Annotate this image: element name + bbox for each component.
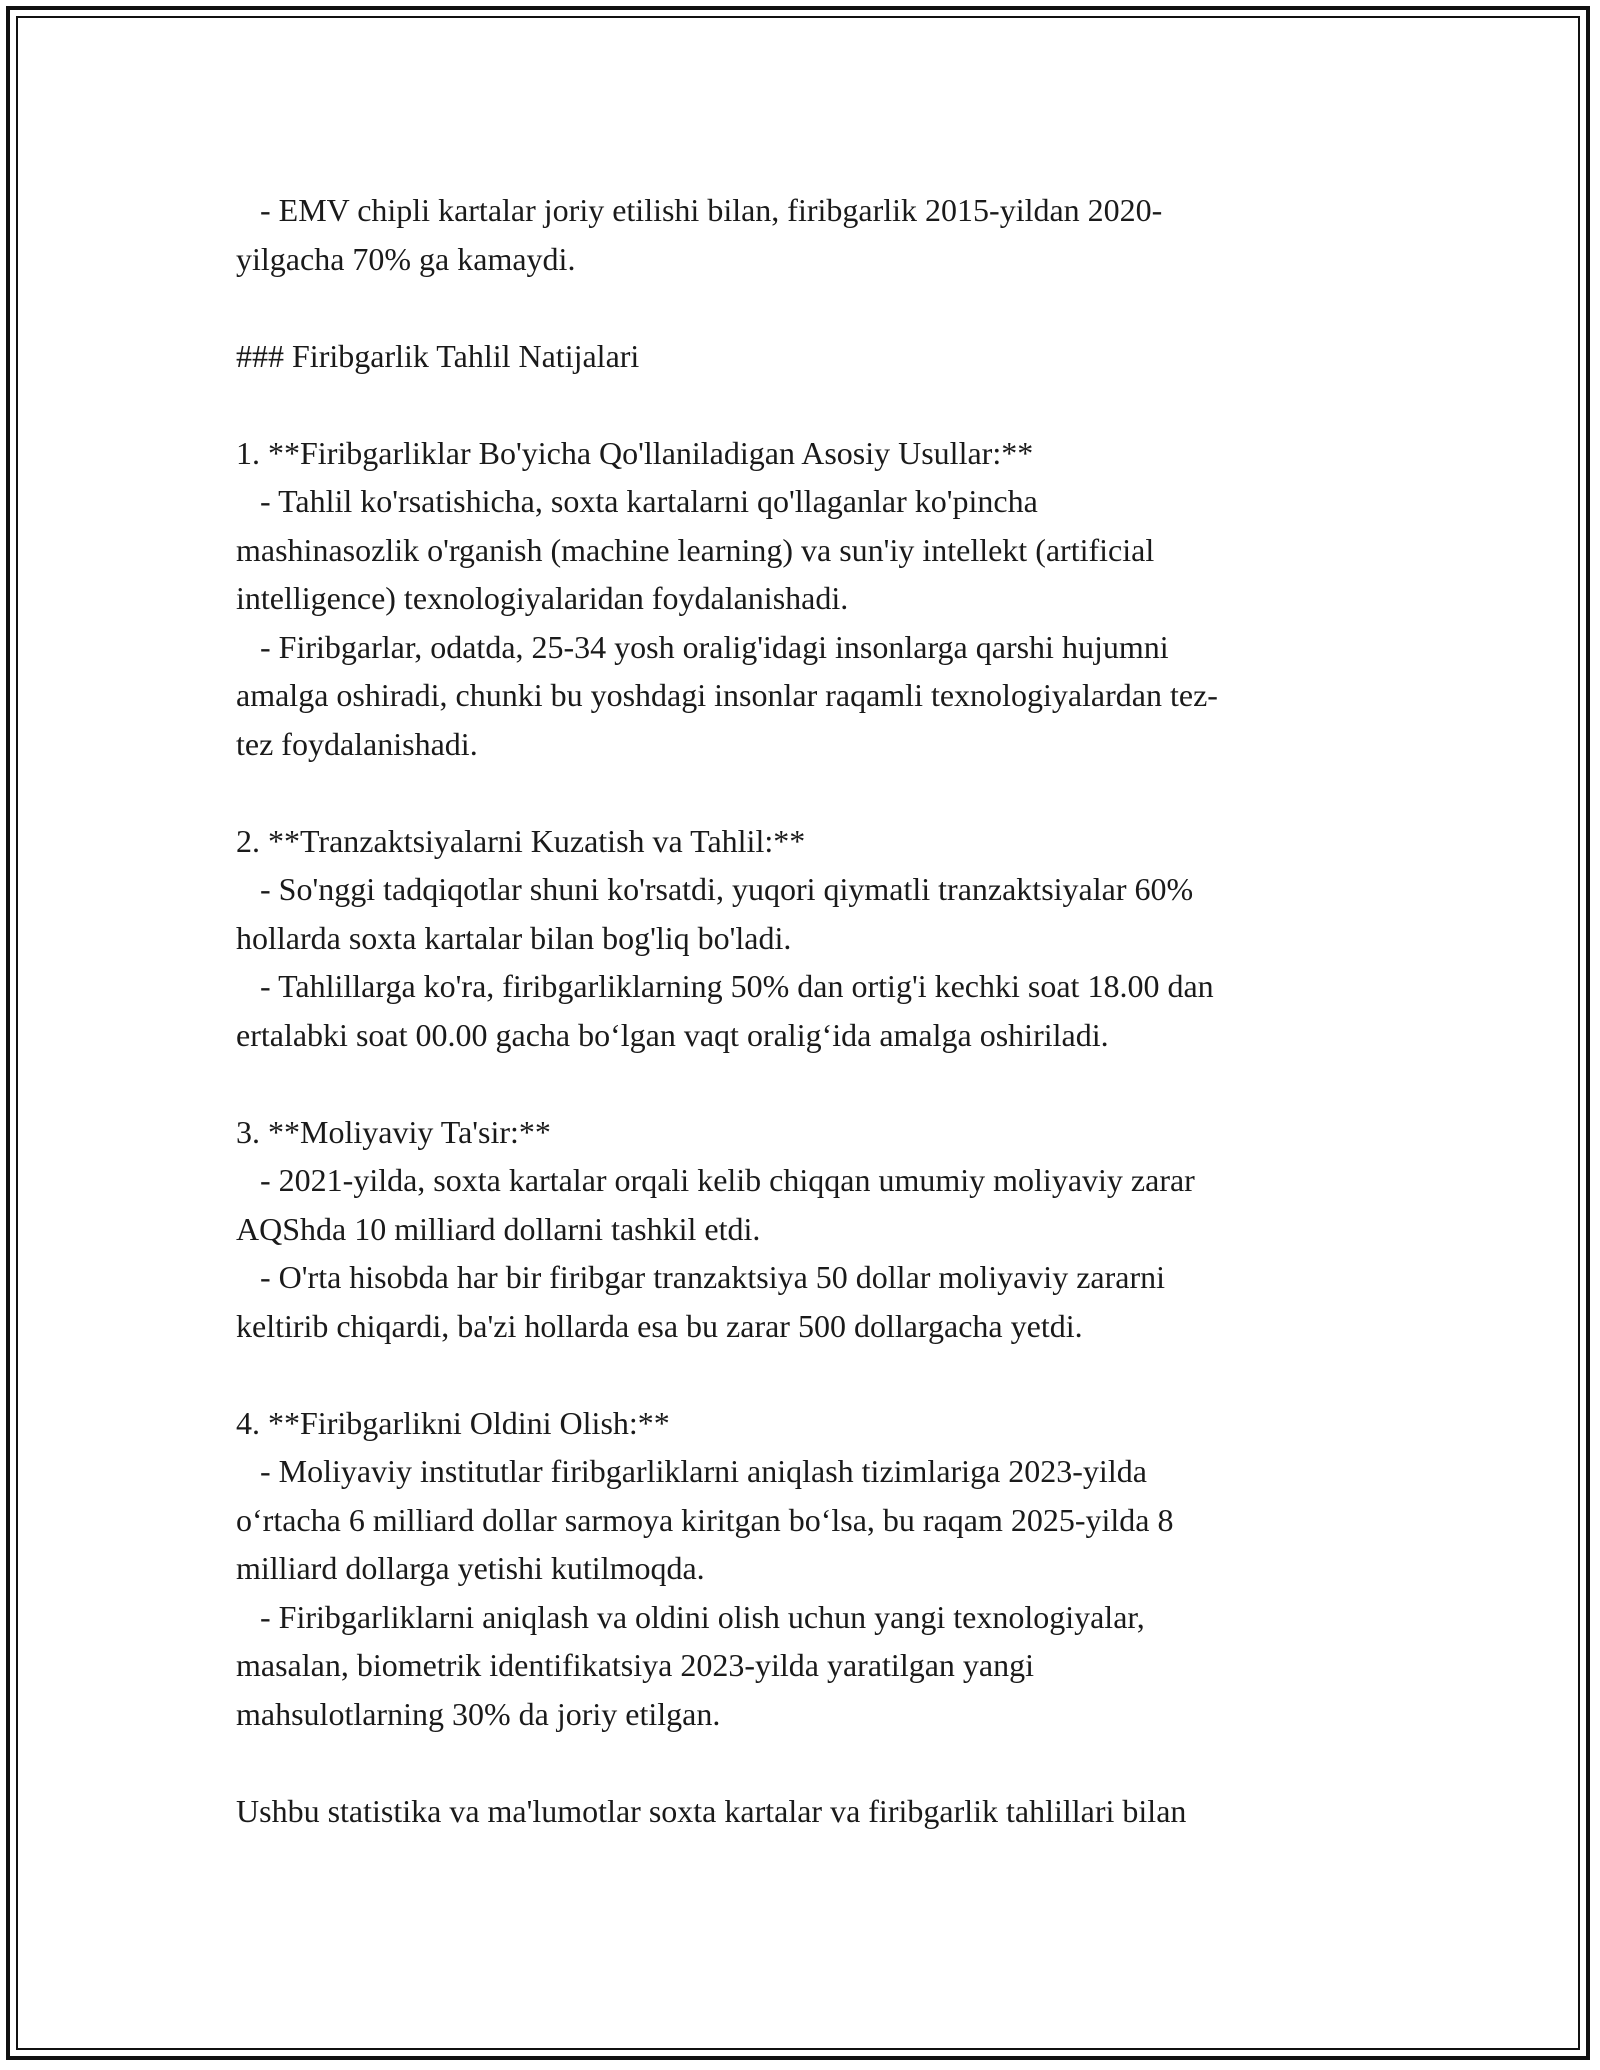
text-line: keltirib chiqardi, ba'zi hollarda esa bu zarar 500 dollargacha yetdi. (236, 1307, 1083, 1344)
text-line: tez foydalanishadi. (236, 725, 478, 762)
text-line: amalga oshiradi, chunki bu yoshdagi insonlar raqamli texnologiyalardan tez- (236, 677, 1218, 713)
text-line: - O'rta hisobda har bir firibgar tranzaktsiya 50 dollar moliyaviy zararni (236, 1259, 1165, 1295)
text-line: - So'nggi tadqiqotlar shuni ko'rsatdi, yuqori qiymatli tranzaktsiyalar 60% (236, 871, 1194, 907)
text-line: mahsulotlarning 30% da joriy etilgan. (236, 1695, 721, 1732)
paragraph (236, 1399, 1376, 1739)
text-line: - Moliyaviy institutlar firibgarliklarni aniqlash tizimlariga 2023-yilda (236, 1453, 1147, 1489)
text-line: milliard dollarga yetishi kutilmoqda. (236, 1550, 705, 1586)
paragraph (236, 1108, 1376, 1351)
text-line: ertalabki soat 00.00 gacha bo‘lgan vaqt oralig‘ida amalga oshiriladi. (236, 1016, 1109, 1053)
text-line: masalan, biometrik identifikatsiya 2023-yilda yaratilgan yangi (236, 1647, 1034, 1683)
text-line: - Tahlillarga ko'ra, firibgarliklarning 50% dan ortig'i kechki soat 18.00 dan (236, 968, 1214, 1004)
text-line: ### Firibgarlik Tahlil Natijalari (236, 337, 640, 374)
paragraph (236, 186, 1376, 283)
paragraph (236, 817, 1376, 1060)
paragraph (236, 332, 1376, 381)
paragraph-gap (236, 1059, 1376, 1108)
text-line: Ushbu statistika va ma'lumotlar soxta kartalar va firibgarlik tahlillari bilan (236, 1792, 1187, 1829)
text-line: hollarda soxta kartalar bilan bog'liq bo'ladi. (236, 919, 792, 956)
text-line: mashinasozlik o'rganish (machine learning) va sun'iy intellekt (artificial (236, 531, 1155, 568)
text-line: - Firibgarliklarni aniqlash va oldini olish uchun yangi texnologiyalar, (236, 1598, 1145, 1635)
text-line: 4. **Firibgarlikni Oldini Olish:** (236, 1404, 670, 1441)
paragraph-gap (236, 1738, 1376, 1787)
text-line: o‘rtacha 6 milliard dollar sarmoya kiritgan bo‘lsa, bu raqam 2025-yilda 8 (236, 1501, 1174, 1538)
text-line: intelligence) texnologiyalaridan foydalanishadi. (236, 580, 849, 616)
paragraph-gap (236, 1350, 1376, 1399)
text-line: - EMV chipli kartalar joriy etilishi bilan, firibgarlik 2015-yildan 2020- (236, 192, 1163, 228)
text-line: yilgacha 70% ga kamaydi. (236, 240, 576, 277)
text-line: - 2021-yilda, soxta kartalar orqali kelib chiqqan umumiy moliyaviy zarar (236, 1162, 1195, 1198)
paragraph (236, 1787, 1376, 1836)
paragraph-gap (236, 380, 1376, 429)
text-line: 3. **Moliyaviy Ta'sir:** (236, 1113, 551, 1150)
paragraph (236, 429, 1376, 769)
paragraph-gap (236, 283, 1376, 332)
text-line: AQShda 10 milliard dollarni tashkil etdi. (236, 1210, 761, 1247)
document-body (236, 186, 1376, 1835)
text-line: 2. **Tranzaktsiyalarni Kuzatish va Tahlil:** (236, 822, 806, 859)
paragraph-gap (236, 768, 1376, 817)
text-line: - Firibgarlar, odatda, 25-34 yosh oralig'idagi insonlarga qarshi hujumni (236, 628, 1169, 665)
text-line: 1. **Firibgarliklar Bo'yicha Qo'llaniladigan Asosiy Usullar:** (236, 434, 1034, 471)
text-line: - Tahlil ko'rsatishicha, soxta kartalarni qo'llaganlar ko'pincha (236, 483, 1038, 519)
